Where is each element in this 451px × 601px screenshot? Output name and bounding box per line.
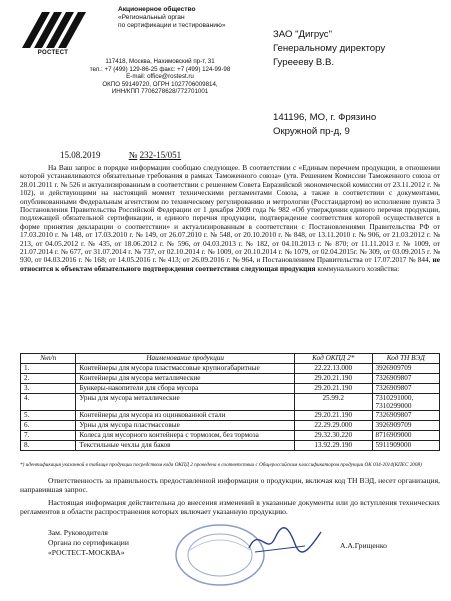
row-product-name: Бункеры-накопители для сбора мусора bbox=[76, 384, 295, 394]
body-tail-text: коммунального хозяйства: bbox=[315, 263, 400, 273]
body-paragraph bbox=[20, 164, 440, 273]
recipient-line: Генеральному директору bbox=[273, 43, 386, 54]
responsibility-paragraph: Настоящая информация действительна до внесения изменений в указанные документы или до вступления технических регламентов в области распространения которых включает указанную продукцию. bbox=[20, 497, 440, 517]
row-product-name: Контейнеры для мусора металлические bbox=[76, 374, 295, 384]
outgoing-number-label: № bbox=[128, 150, 138, 160]
row-tnved-code: 3926909709 bbox=[372, 364, 440, 374]
table-row bbox=[21, 384, 440, 394]
products-table bbox=[20, 353, 440, 451]
row-number: 6. bbox=[21, 421, 76, 431]
table-row bbox=[21, 394, 440, 411]
signer-name: А.А.Грищенко bbox=[340, 541, 387, 550]
table-footnote: *) идентификация указанной в таблице продукции посредством кода ОКПД 2 проведена в соответствии с Общероссийским классификатором продукции ОК 034-2014(КПЕС 2008) bbox=[20, 462, 422, 468]
recipient-address-line: Окружной пр-д, 9 bbox=[273, 126, 350, 137]
outgoing-number: 232-15/051 bbox=[139, 150, 182, 160]
table-row bbox=[21, 411, 440, 421]
address-line: ОКПО 59149720, ОГРН 1027706009814, bbox=[102, 80, 218, 88]
row-tnved-code: 5911909000 bbox=[372, 441, 440, 451]
responsibility-paragraph: Ответственность за правильность предоставленной информации о продукции, включая код ТН ВЭД, несет организация, направившая запрос. bbox=[20, 476, 440, 495]
row-product-name: Колеса для мусорного контейнера с тормозом, без тормоза bbox=[76, 431, 295, 441]
signature-line: Зам. Руководителя bbox=[48, 528, 108, 537]
recipient-block bbox=[273, 28, 448, 70]
row-number: 5. bbox=[21, 411, 76, 421]
letter-body bbox=[20, 164, 440, 273]
handwritten-signature bbox=[245, 520, 325, 560]
row-number: 3. bbox=[21, 384, 76, 394]
signature-block bbox=[48, 528, 248, 558]
row-okpd-code: 29.20.21.190 bbox=[294, 411, 372, 421]
rostest-logo bbox=[14, 8, 92, 52]
row-tnved-code: 7326909807 bbox=[372, 384, 440, 394]
signature-line: Органа по сертификации bbox=[48, 538, 129, 547]
row-product-name: Урны для мусора пластмассовые bbox=[76, 421, 295, 431]
row-tnved-code: 7326909807 bbox=[372, 374, 440, 384]
table-header-row bbox=[21, 354, 440, 364]
col-header-number: №п/п bbox=[21, 354, 76, 364]
org-line: по сертификации и тестированию» bbox=[118, 22, 226, 29]
row-okpd-code: 29.32.30.220 bbox=[294, 431, 372, 441]
row-tnved-code: 3926909709 bbox=[372, 421, 440, 431]
row-tnved-code: 8716909000 bbox=[372, 431, 440, 441]
row-number: 2. bbox=[21, 374, 76, 384]
recipient-address-line: 141196, МО, г. Фрязино bbox=[273, 112, 377, 123]
outgoing-reference bbox=[60, 150, 270, 160]
row-okpd-code: 22.22.13.000 bbox=[294, 364, 372, 374]
address-line: ИНН/КПП 7706278628/772701001 bbox=[111, 88, 209, 96]
row-number: 7. bbox=[21, 431, 76, 441]
table-row bbox=[21, 374, 440, 384]
table-row bbox=[21, 431, 440, 441]
row-okpd-code: 25.99.2 bbox=[294, 394, 372, 411]
organization-name bbox=[118, 6, 268, 30]
recipient-line: ЗАО "Дигрус" bbox=[273, 29, 332, 40]
recipient-line: Гуреееву В.В. bbox=[273, 57, 335, 68]
outgoing-date: 15.08.2019 bbox=[60, 150, 101, 160]
address-line: тел.: +7 (499) 129-86-25 факс: +7 (499) 124-99-98 bbox=[89, 65, 231, 73]
address-line: E-mail: office@rostest.ru bbox=[126, 73, 194, 81]
row-number: 1. bbox=[21, 364, 76, 374]
org-line: Акционерное общество bbox=[118, 6, 196, 13]
body-bold-text: не относится к объектам обязательного подтверждения соответствия следующая продукция bbox=[20, 255, 440, 273]
recipient-address bbox=[273, 111, 448, 139]
address-line: 117418, Москва, Нахимовский пр-т, 31 bbox=[105, 58, 215, 65]
table-row bbox=[21, 441, 440, 451]
row-tnved-code: 7326909807 bbox=[372, 411, 440, 421]
row-okpd-code: 29.20.21.190 bbox=[294, 374, 372, 384]
organization-address bbox=[70, 58, 250, 96]
table-row bbox=[21, 421, 440, 431]
logo-caption: РОСТЕСТ bbox=[37, 50, 69, 56]
col-header-name: Наименование продукции bbox=[76, 354, 295, 364]
row-product-name: Контейнеры для мусора из оцинкованной стали bbox=[76, 411, 295, 421]
row-okpd-code: 13.92.29.190 bbox=[294, 441, 372, 451]
row-product-name: Текстильные чехлы для баков bbox=[76, 441, 295, 451]
row-product-name: Контейнеры для мусора пластмассовые крупногабаритные bbox=[76, 364, 295, 374]
row-okpd-code: 29.20.21.190 bbox=[294, 384, 372, 394]
row-tnved-code: 7310291000, 7310299000 bbox=[372, 394, 440, 411]
col-header-okpd: Код ОКПД 2* bbox=[294, 354, 372, 364]
table-body bbox=[21, 364, 440, 451]
col-header-tnved: Код ТН ВЭД bbox=[372, 354, 440, 364]
row-number: 8. bbox=[21, 441, 76, 451]
row-product-name: Урны для мусора металлические bbox=[76, 394, 295, 411]
body-text: На Ваш запрос в порядке информации сообщаю следующее. В соответствии с «Единым перечнем продукции, в отношении которой устанавливаются обязательные требования в рамках Таможенного союза» (утв. Решением Комиссии Таможенного союза от 28.01.2011 г. № 526 и актуализированным в соответствии с решением Совета Евразийской экономической комиссии от 23.11.2012 г. № 102), и действующими на настоящий момент техническими регламентами Союза, а также в соответствии с документами, опубликованными Федеральным агентством по техническому регулированию и метрологии (Росстандартом) во исполнение пункта 3 Постановления Правительства Российской Федерации от 1 декабря 2009 года № 982 «Об утверждении единого перечня продукции, подлежащей обязательной сертификации, и единого перечня продукции, подтверждение соответствия которой осуществляется в форме принятия декларации о соответствии» и актуализированным в соответствии с Постановлениями Правительства РФ от 17.03.2010 г. № 148, от 17.03.2010 г. № 149, от 26.07.2010 г. № 548, от 20.10.2010 г. № 848, от 13.11.2010 г. № 906, от 21.03.2012 г. № 213, от 04.05.2012 г. № 435, от 18.06.2012 г. № 596, от 04.03.2013 г. № 182, от 04.10.2013 г. № 870; от 11.11.2013 г. № 1009, от 21.07.2014 г. № 677, от 31.07.2014 г. № 737, от 02.10.2014 г. № 1009, от 20.10.2014 г. № 1079, от 02.04.2015г. № 309, от 03.09.2015 г. № 930, от 04.03.2016 г. № 168; от 14.05.2016 г. № 413; от 26.09.2016 г. № 964, и Постановлением Правительства от 17.07.2017 № 844, bbox=[20, 163, 440, 265]
row-number: 4. bbox=[21, 394, 76, 411]
responsibility-text bbox=[20, 476, 440, 520]
row-okpd-code: 22.29.29.000 bbox=[294, 421, 372, 431]
org-line: «Региональный орган bbox=[118, 14, 185, 21]
signature-line: «РОСТЕСТ-МОСКВА» bbox=[48, 548, 125, 557]
table-row bbox=[21, 364, 440, 374]
